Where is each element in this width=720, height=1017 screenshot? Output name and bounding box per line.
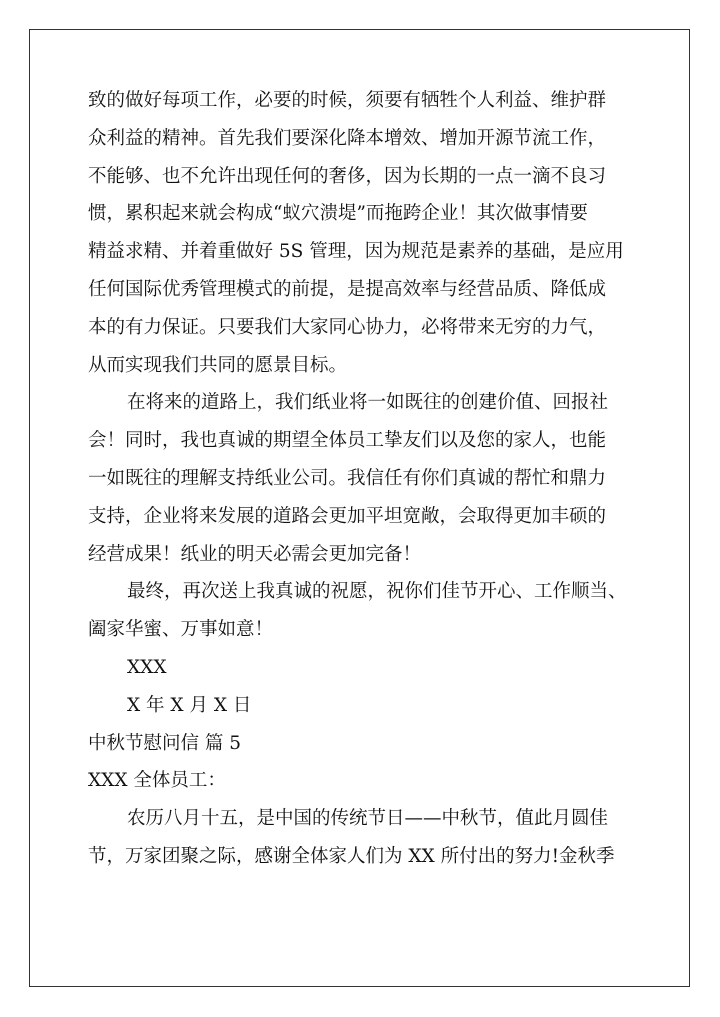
text-line: 农历八月十五，是中国的传统节日——中秋节，值此月圆佳	[127, 808, 609, 830]
text-line: XXX 全体员工：	[88, 770, 226, 792]
text-line: 最终，再次送上我真诚的祝愿，祝你们佳节开心、工作顺当、	[127, 581, 627, 603]
text-line: 一如既往的理解支持纸业公司。我信任有你们真诚的帮忙和鼎力	[88, 467, 607, 489]
text-line: X 年 X 月 X 日	[127, 694, 252, 716]
text-line: 不能够、也不允许出现任何的奢侈，因为长期的一点一滴不良习	[88, 165, 607, 187]
text-line: 致的做好每项工作，必要的时候，须要有牺牲个人利益、维护群	[88, 90, 607, 111]
text-line: 惯，累积起来就会构成“蚁穴溃堤”而拖跨企业！其次做事情要	[88, 203, 588, 225]
text-line: XXX	[127, 656, 167, 678]
text-line: 中秋节慰问信 篇 5	[88, 732, 242, 754]
text-line: 阖家华蜜、万事如意！	[88, 619, 274, 641]
text-line: 众利益的精神。首先我们要深化降本增效、增加开源节流工作，	[88, 127, 607, 149]
text-line: 任何国际优秀管理模式的前提，是提高效率与经营品质、降低成	[88, 278, 607, 300]
text-line: 从而实现我们共同的愿景目标。	[88, 354, 348, 376]
text-line: 会！同时，我也真诚的期望全体员工挚友们以及您的家人，也能	[88, 430, 607, 452]
text-line: 精益求精、并着重做好 5S 管理，因为规范是素养的基础，是应用	[88, 241, 624, 263]
text-line: 在将来的道路上，我们纸业将一如既往的创建价值、回报社	[127, 392, 609, 414]
text-line: 支持，企业将来发展的道路会更加平坦宽敞，会取得更加丰硕的	[88, 505, 607, 527]
document-body	[88, 82, 633, 876]
text-line: 本的有力保证。只要我们大家同心协力，必将带来无穷的力气，	[88, 316, 607, 338]
text-line: 经营成果！纸业的明天必需会更加完备！	[88, 543, 422, 565]
text-line: 节，万家团聚之际，感谢全体家人们为 XX 所付出的努力!金秋季	[88, 845, 615, 867]
